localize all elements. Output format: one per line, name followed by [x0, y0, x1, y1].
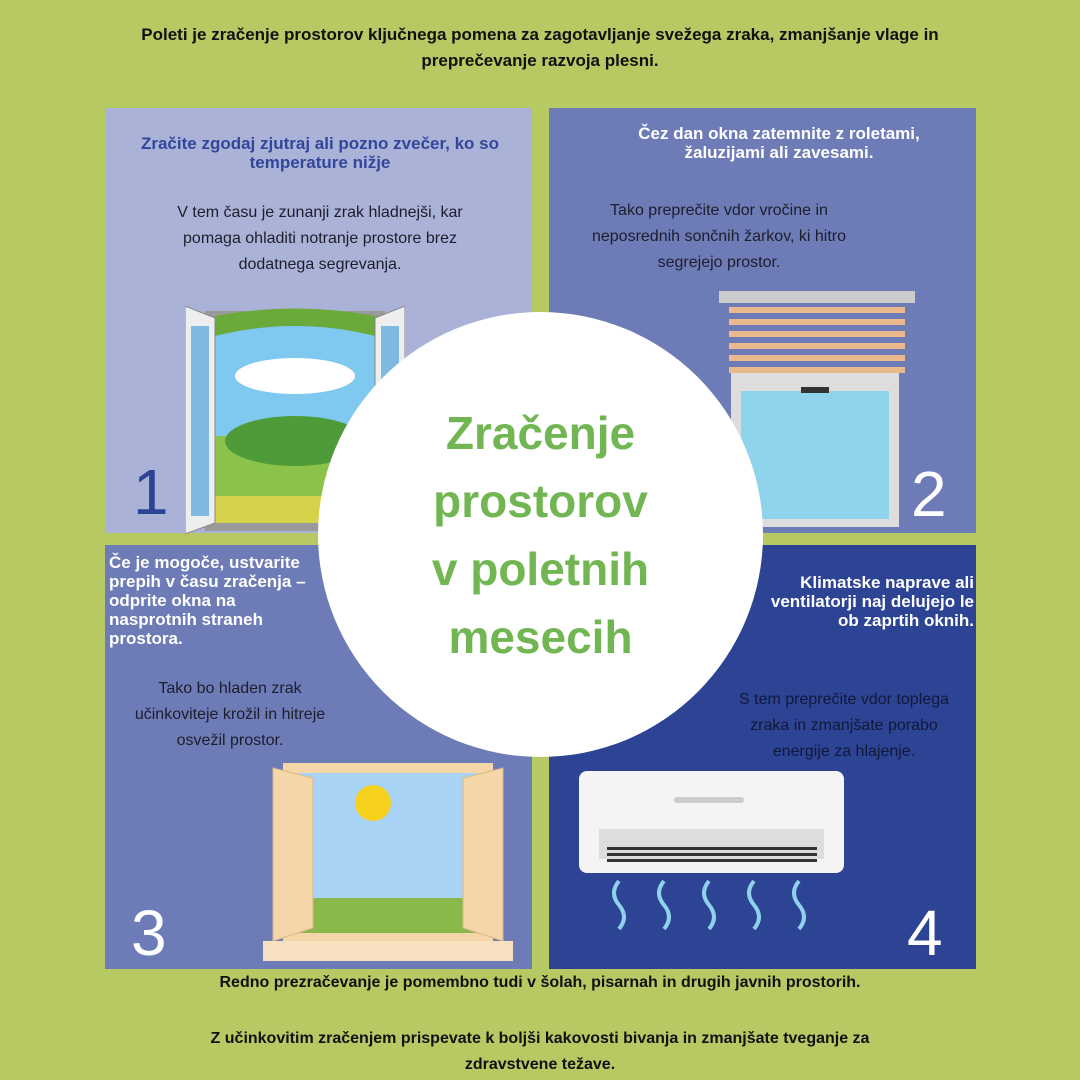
tip-number: 2: [911, 458, 947, 530]
intro-text: Poleti je zračenje prostorov ključnega pomena za zagotavljanje svežega zraka, zmanjšanje vlage in preprečevanje razvoja plesni.: [141, 25, 939, 70]
tip-text: V tem času je zunanji zrak hladnejši, kar pomaga ohladiti notranje prostore brez dodatnega segrevanja.: [177, 204, 463, 273]
tip-heading: Čez dan okna zatemnite z roletami, žaluzijami ali zavesami.: [638, 124, 920, 162]
tip-text: S tem preprečite vdor toplega zraka in zmanjšate porabo energije za hlajenje.: [739, 691, 949, 760]
center-circle: [318, 312, 763, 757]
tip-heading: Zračite zgodaj zjutraj ali pozno zvečer, ko so temperature nižje: [140, 134, 500, 172]
open-window-sun-illustration: [263, 763, 523, 961]
tip-number: 1: [133, 456, 169, 528]
tip-number: 3: [131, 897, 167, 969]
tip-text: Tako bo hladen zrak učinkoviteje krožil in hitreje osvežil prostor.: [134, 680, 326, 749]
tip-heading: Klimatske naprave ali ventilatorji naj delujejo le ob zaprtih oknih.: [770, 573, 974, 630]
footer-line-2: Z učinkovitim zračenjem prispevate k boljši kakovosti bivanja in zmanjšate tveganje za zdravstvene težave.: [210, 1030, 870, 1073]
air-conditioner-illustration: [579, 771, 845, 941]
tip-number: 4: [907, 897, 943, 969]
tip-heading: Če je mogoče, ustvarite prepih v času zračenja – odprite okna na nasprotnih straneh prostora.: [109, 553, 306, 648]
footer-line-1: Redno prezračevanje je pomembno tudi v šolah, pisarnah in drugih javnih prostorih.: [219, 974, 861, 991]
center-title: Zračenje prostorov v poletnih mesecih: [431, 406, 650, 663]
tip-text: Tako preprečite vdor vročine in neposrednih sončnih žarkov, ki hitro segrejejo prostor.: [591, 202, 847, 271]
